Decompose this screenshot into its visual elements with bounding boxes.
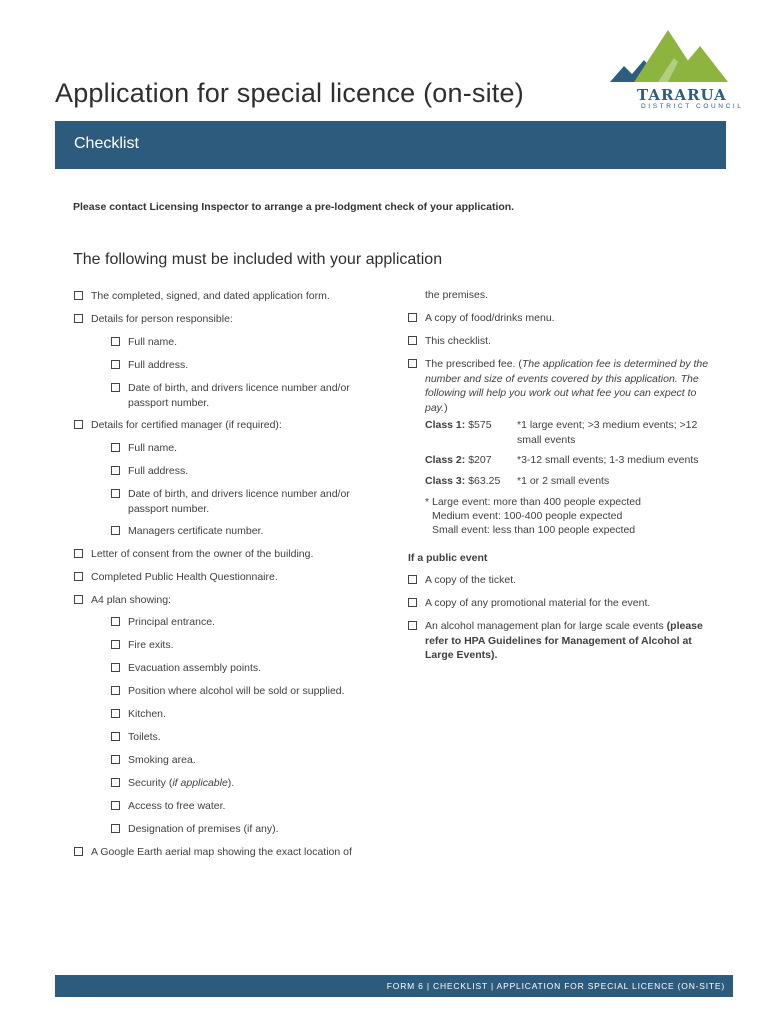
checklist-item-ticket-copy: A copy of the ticket. <box>408 573 715 588</box>
checkbox[interactable] <box>74 595 83 604</box>
checkbox[interactable] <box>74 847 83 856</box>
checkbox[interactable] <box>111 732 120 741</box>
prelodgment-notice: Please contact Licensing Inspector to arrange a pre-lodgment check of your application. <box>73 201 515 213</box>
plan-item: Toilets. <box>111 730 393 745</box>
checklist-item-food-menu: A copy of food/drinks menu. <box>408 311 715 326</box>
checkbox[interactable] <box>111 526 120 535</box>
section-heading: The following must be included with your application <box>73 251 443 268</box>
banner-label: Checklist <box>74 135 139 152</box>
plan-item: Access to free water. <box>111 799 393 814</box>
checklist-item-person-responsible: Details for person responsible: <box>74 312 391 327</box>
checklist-item-google-earth: A Google Earth aerial map showing the exact location of <box>74 845 391 860</box>
checkbox[interactable] <box>408 575 417 584</box>
checkbox[interactable] <box>111 686 120 695</box>
checkbox[interactable] <box>111 360 120 369</box>
checklist-item-pr-dob: Date of birth, and drivers licence number and/or passport number. <box>111 381 368 410</box>
plan-item: Position where alcohol will be sold or supplied. <box>111 684 393 699</box>
checkbox[interactable] <box>111 778 120 787</box>
checklist-item-cm-dob: Date of birth, and drivers licence number and/or passport number. <box>111 487 368 516</box>
logo-wordmark: TARARUA <box>637 86 727 104</box>
checkbox[interactable] <box>111 663 120 672</box>
checkbox[interactable] <box>111 337 120 346</box>
plan-item: Fire exits. <box>111 638 393 653</box>
checklist-item-alcohol-plan: An alcohol management plan for large scale events (please refer to HPA Guidelines for Management of Alcohol at Large Events). <box>408 619 715 663</box>
checkbox[interactable] <box>74 314 83 323</box>
plan-item: Designation of premises (if any). <box>111 822 393 837</box>
checkbox[interactable] <box>74 291 83 300</box>
checkbox[interactable] <box>408 359 417 368</box>
checklist-banner <box>55 121 726 169</box>
plan-item: Evacuation assembly points. <box>111 661 393 676</box>
checklist-item-cm-certificate: Managers certificate number. <box>111 524 393 539</box>
checklist-item-this-checklist: This checklist. <box>408 334 715 349</box>
checkbox[interactable] <box>111 466 120 475</box>
checklist-item-a4-plan: A4 plan showing: <box>74 593 391 608</box>
fee-row-class-2: Class 2: $207 *3-12 small events; 1-3 medium events <box>425 454 699 466</box>
checklist-item-completed-form: The completed, signed, and dated application form. <box>74 289 391 304</box>
page-footer <box>55 975 733 997</box>
logo-subtitle: DISTRICT COUNCIL <box>641 103 744 110</box>
checkbox[interactable] <box>408 621 417 630</box>
plan-item: Kitchen. <box>111 707 393 722</box>
checkbox[interactable] <box>111 640 120 649</box>
checkbox[interactable] <box>74 420 83 429</box>
fee-row-class-1: Class 1: $575 *1 large event; >3 medium events; >12 small events <box>425 419 698 446</box>
checklist-item-cm-full-name: Full name. <box>111 441 393 456</box>
checkbox[interactable] <box>111 801 120 810</box>
event-definition-large: * Large event: more than 400 people expected <box>425 496 641 508</box>
checkbox[interactable] <box>111 755 120 764</box>
checkbox[interactable] <box>408 336 417 345</box>
checkbox[interactable] <box>408 598 417 607</box>
checkbox[interactable] <box>111 489 120 498</box>
checklist-item-letter-of-consent: Letter of consent from the owner of the building. <box>74 547 391 562</box>
checkbox[interactable] <box>74 572 83 581</box>
public-event-heading: If a public event <box>408 552 488 564</box>
footer-text: FORM 6 | CHECKLIST | APPLICATION FOR SPECIAL LICENCE (ON-SITE) <box>386 981 725 991</box>
plan-item: Principal entrance. <box>111 615 393 630</box>
checklist-item-cm-full-address: Full address. <box>111 464 393 479</box>
plan-item-security: Security (if applicable). <box>111 776 393 791</box>
checklist-item-public-health: Completed Public Health Questionnaire. <box>74 570 391 585</box>
page-title: Application for special licence (on-site) <box>55 78 524 108</box>
checkbox[interactable] <box>111 383 120 392</box>
event-definition-small: Small event: less than 100 people expected <box>432 524 636 536</box>
checklist-item-pr-full-address: Full address. <box>111 358 393 373</box>
checkbox[interactable] <box>111 824 120 833</box>
plan-item: Smoking area. <box>111 753 393 768</box>
checklist-item-pr-full-name: Full name. <box>111 335 393 350</box>
checkbox[interactable] <box>111 443 120 452</box>
checklist-item-promo-copy: A copy of any promotional material for the event. <box>408 596 715 611</box>
google-earth-continuation: the premises. <box>425 289 489 301</box>
checkbox[interactable] <box>111 709 120 718</box>
checkbox[interactable] <box>408 313 417 322</box>
checkbox[interactable] <box>74 549 83 558</box>
checkbox[interactable] <box>111 617 120 626</box>
checklist-item-prescribed-fee: The prescribed fee. (The application fee is determined by the number and size of events covered by this application. The following will help you work out what fee you can expect to pay.) <box>408 357 712 415</box>
checklist-item-certified-manager: Details for certified manager (if required): <box>74 418 391 433</box>
event-definition-medium: Medium event: 100-400 people expected <box>432 510 623 522</box>
fee-row-class-3: Class 3: $63.25 *1 or 2 small events <box>425 475 610 487</box>
